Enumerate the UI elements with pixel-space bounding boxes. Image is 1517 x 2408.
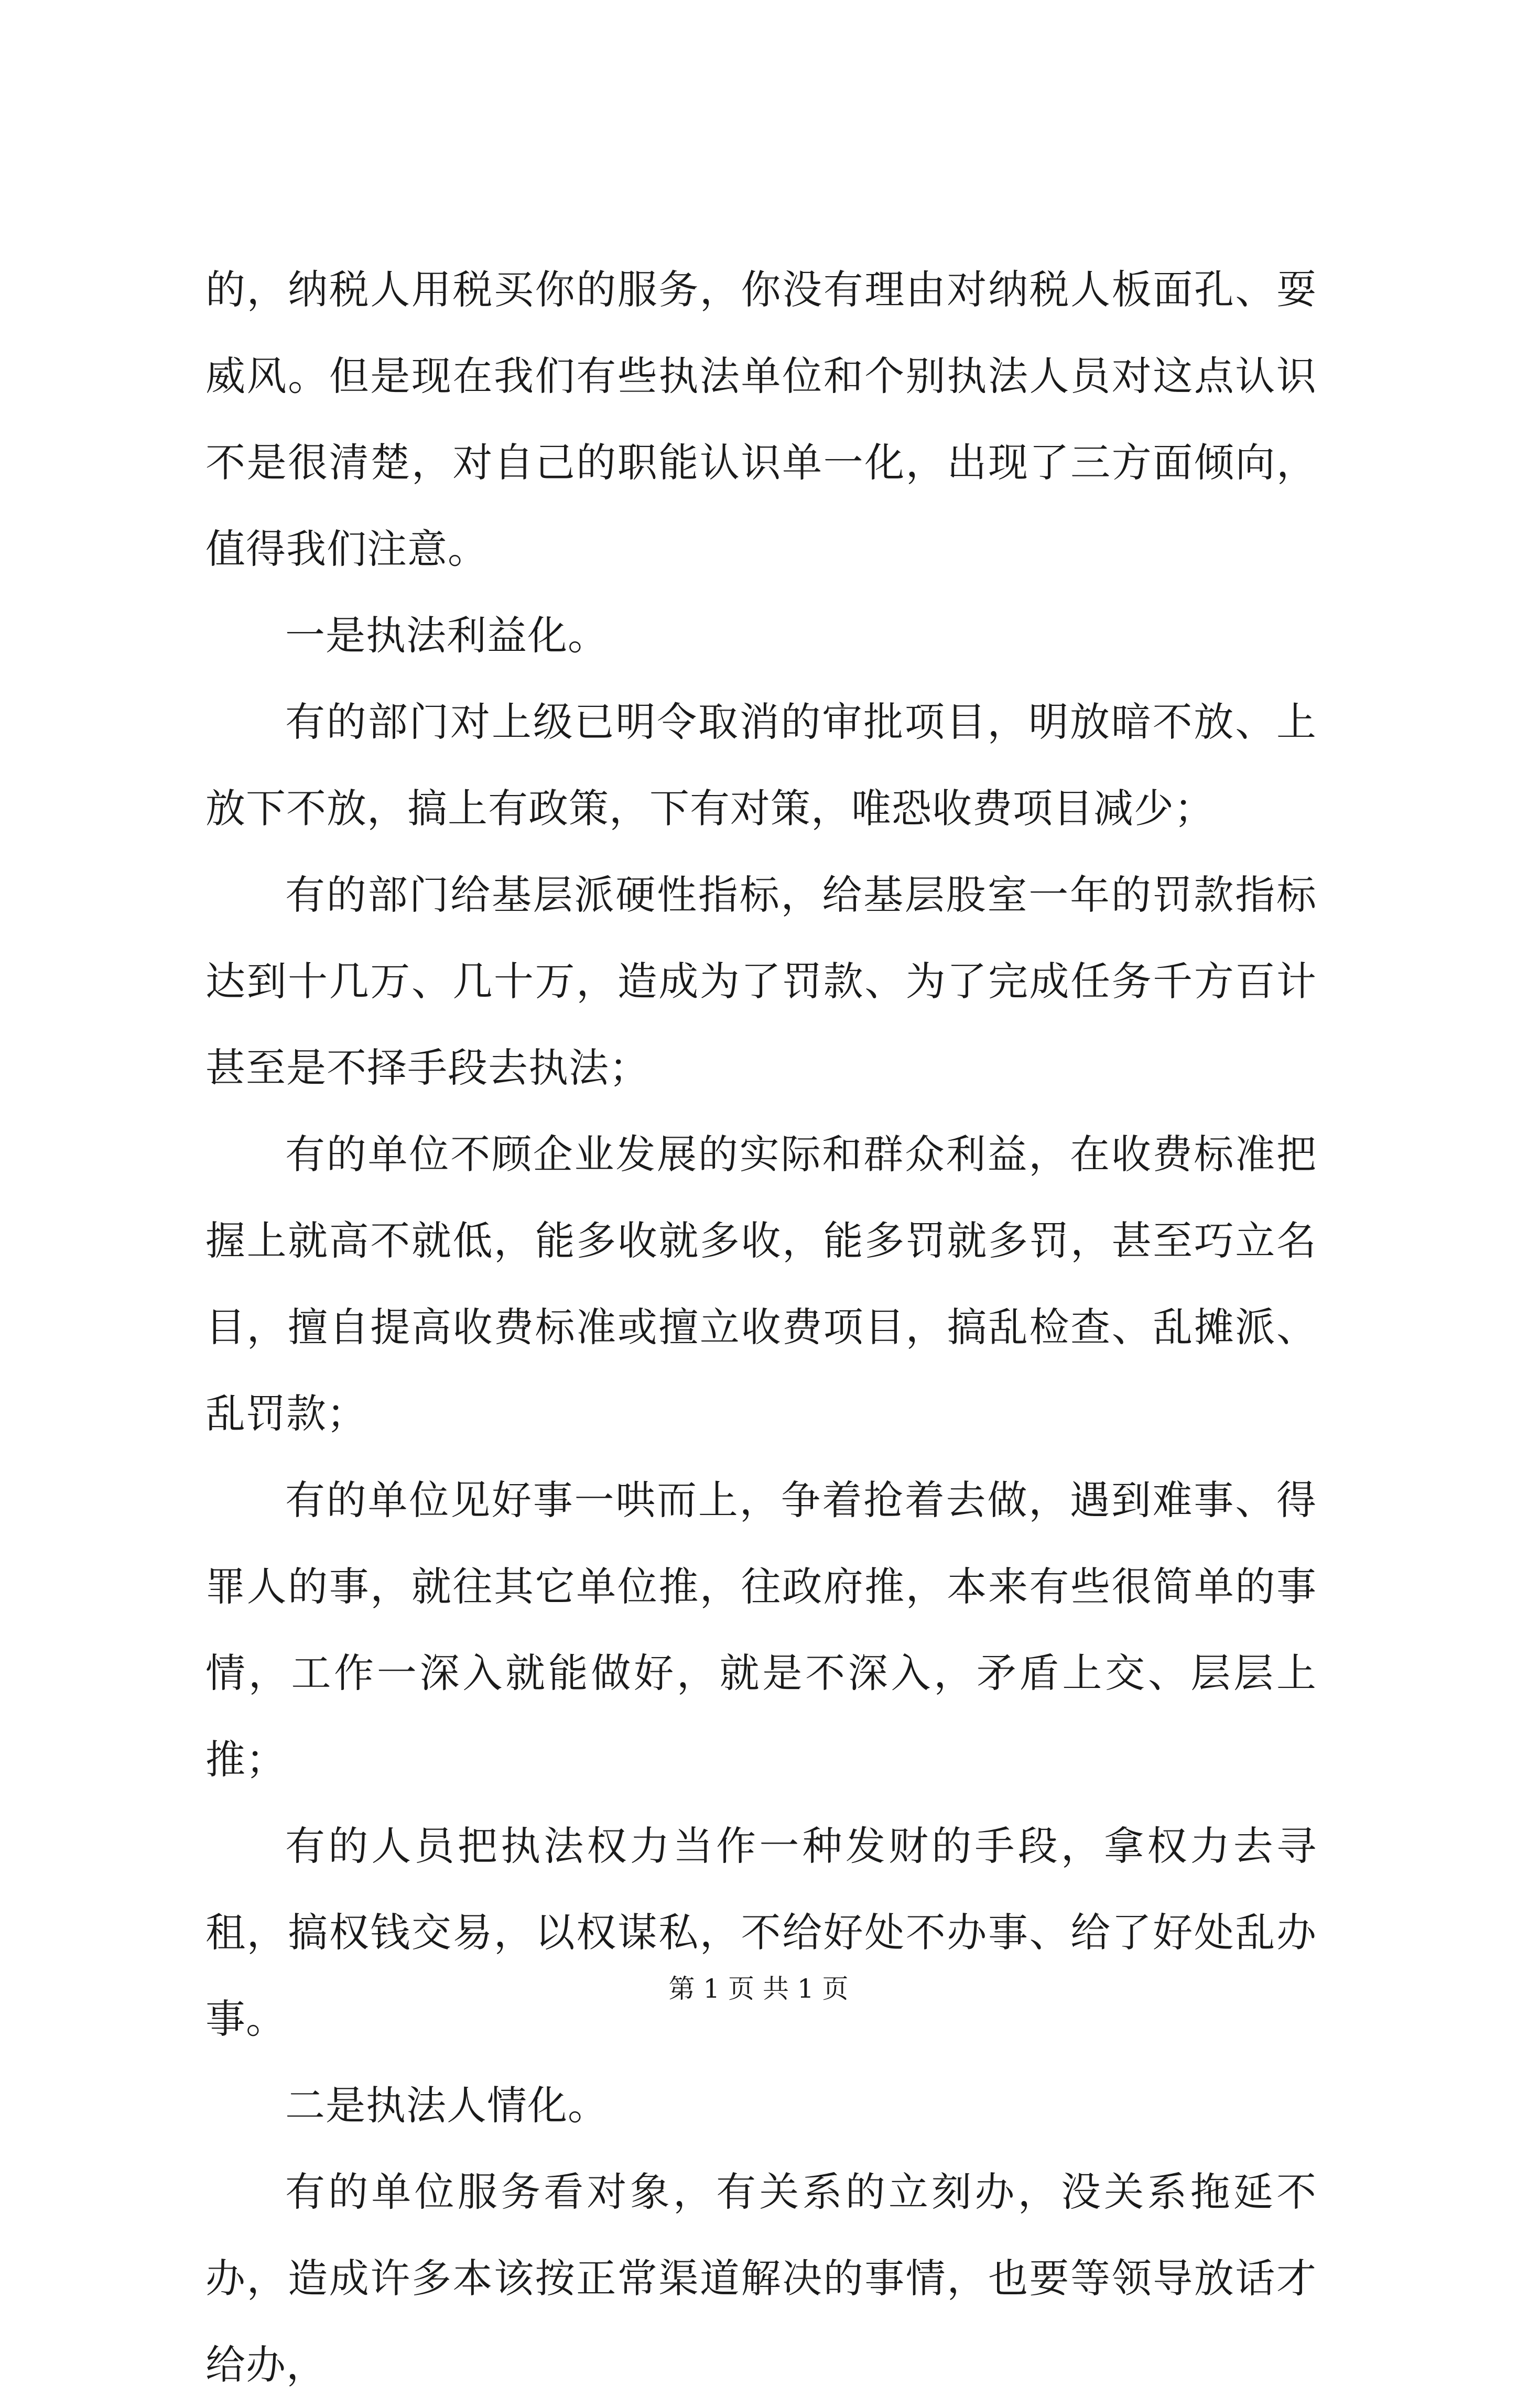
heading-point-two: 二是执法人情化。 xyxy=(285,2082,608,2129)
paragraph-3: 有的部门给基层派硬性指标，给基层股室一年的罚款指标达到十几万、几十万，造成为了罚款、为了完成任务千方百计甚至是不择手段去执法； xyxy=(205,871,1317,1091)
paragraph-5: 有的单位见好事一哄而上，争着抢着去做，遇到难事、得罪人的事，就往其它单位推，往政府推，本来有些很简单的事情，工作一深入就能做好，就是不深入，矛盾上交、层层上推； xyxy=(205,1477,1317,1783)
paragraph-4: 有的单位不顾企业发展的实际和群众利益，在收费标准把握上就高不就低，能多收就多收，能多罚就多罚，甚至巧立名目，擅自提高收费标准或擅立收费项目，搞乱检查、乱摊派、乱罚款； xyxy=(205,1131,1317,1437)
paragraph-7: 有的单位服务看对象，有关系的立刻办，没关系拖延不办，造成许多本该按正常渠道解决的事情，也要等领导放话才给办， xyxy=(205,2169,1317,2388)
heading-point-one: 一是执法利益化。 xyxy=(285,612,608,659)
paragraph-2: 有的部门对上级已明令取消的审批项目，明放暗不放、上放下不放，搞上有政策，下有对策，唯恐收费项目减少； xyxy=(205,699,1317,832)
paragraph-1: 的，纳税人用税买你的服务，你没有理由对纳税人板面孔、耍威风。但是现在我们有些执法单位和个别执法人员对这点认识不是很清楚，对自己的职能认识单一化，出现了三方面倾向，值得我们注意。 xyxy=(205,266,1317,572)
paragraph-6: 有的人员把执法权力当作一种发财的手段，拿权力去寻租，搞权钱交易，以权谋私，不给好处不办事、给了好处乱办事。 xyxy=(205,1823,1317,2042)
document-body xyxy=(205,246,1317,2408)
page-footer: 第 1 页 共 1 页 xyxy=(668,1974,849,2004)
